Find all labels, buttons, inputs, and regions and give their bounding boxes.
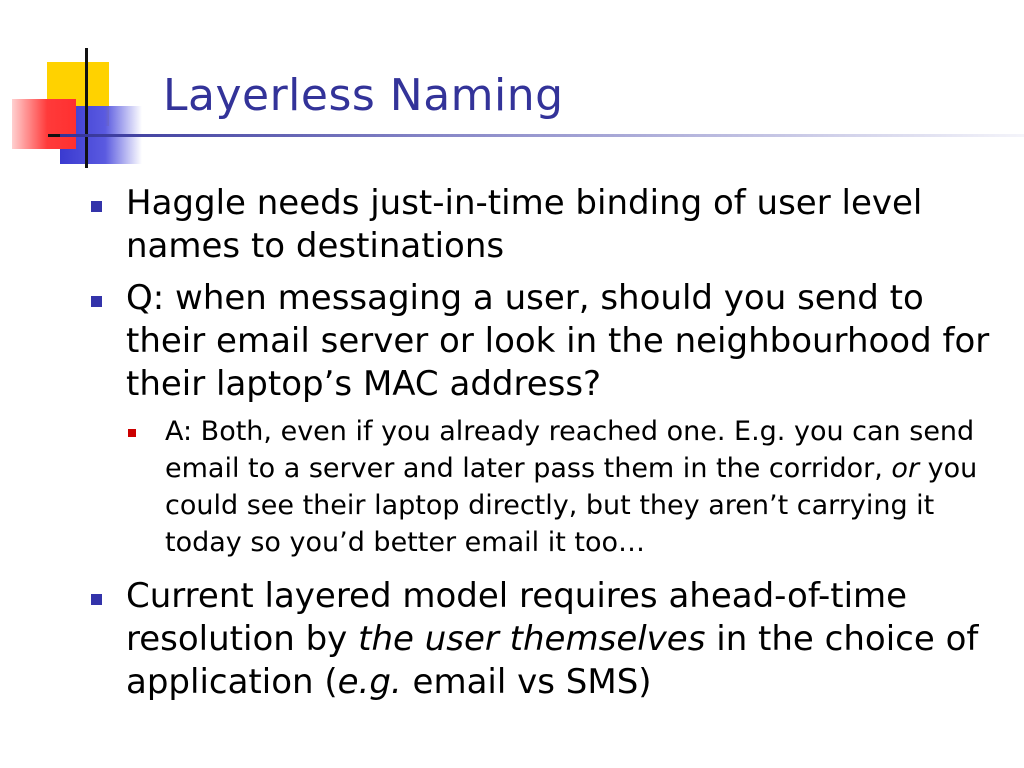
square-bullet-icon <box>91 594 102 605</box>
bullet-text-1: Current layered model requires ahead-of-time resolution by <box>126 576 908 659</box>
bullet-item <box>0 182 1024 268</box>
square-bullet-icon <box>91 201 102 212</box>
square-bullet-icon <box>91 296 102 307</box>
sub-bullet-text-2: you could see their laptop directly, but they aren’t carrying it today so you’d better email it too… <box>165 453 978 558</box>
slide-logo <box>0 0 160 170</box>
bullet-item <box>0 277 1024 406</box>
logo-red-square <box>12 99 76 149</box>
sub-bullet-item <box>0 413 1024 561</box>
bullet-emphasis-2: e.g. <box>337 662 402 702</box>
bullet-text-3: email vs SMS) <box>401 662 652 702</box>
square-bullet-icon <box>128 429 136 437</box>
sub-bullet-emphasis: or <box>891 453 920 484</box>
title-divider <box>60 134 1024 137</box>
bullet-item <box>0 575 1024 704</box>
bullet-emphasis-1: the user themselves <box>358 619 706 659</box>
bullet-text-2: in the choice of application ( <box>126 619 979 702</box>
bullet-text: Q: when messaging a user, should you send to their email server or look in the neighbourhood for their laptop’s MAC address? <box>126 278 990 404</box>
sub-bullet-text-1: A: Both, even if you already reached one. E.g. you can send email to a server and later pass them in the corridor, <box>165 416 975 484</box>
logo-vertical-line <box>85 48 88 168</box>
slide-title: Layerless Naming <box>163 70 564 121</box>
slide-content <box>0 182 1024 713</box>
bullet-text: Haggle needs just-in-time binding of user level names to destinations <box>126 183 923 266</box>
